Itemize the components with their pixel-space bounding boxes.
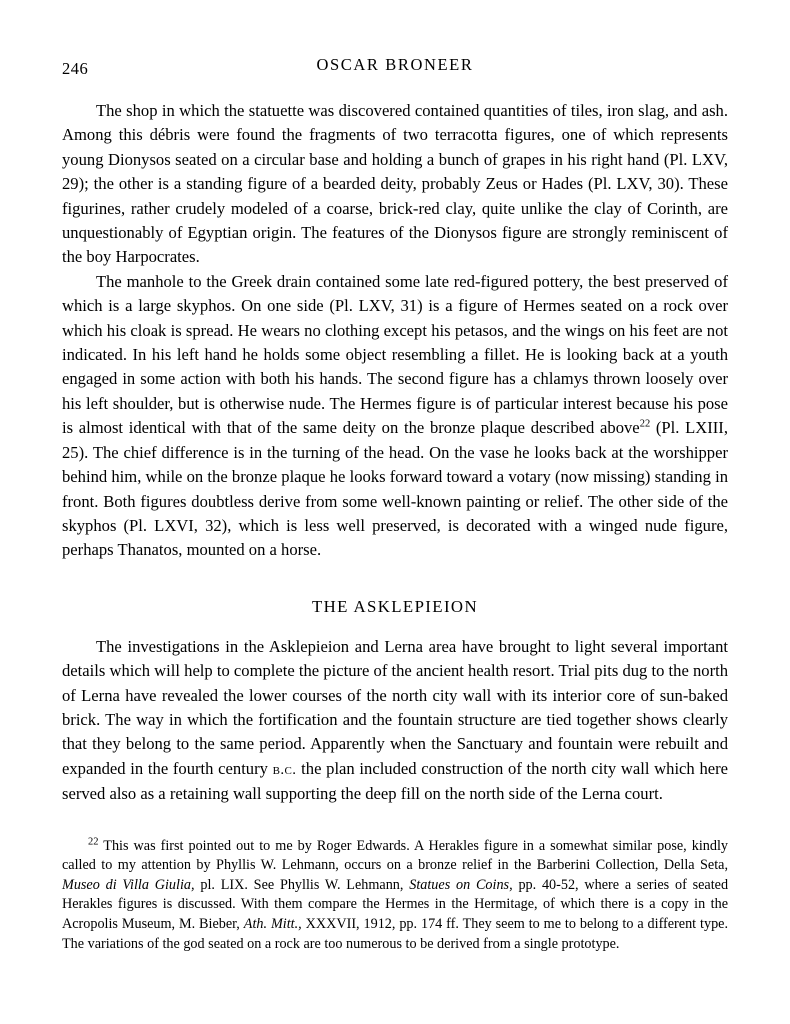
paragraph-2 xyxy=(62,270,728,563)
footnote-22 xyxy=(62,837,728,955)
paragraph-2-text: The manhole to the Greek drain contained some late red-figured pottery, the best preserved of which is a large skyphos. On one side (Pl. LXV, 31) is a figure of Hermes seated on a rock over which his cloak is spread. He wears no clothing except his petasos, and the wings on his feet are not indicated. In his left hand he holds some object resembling a fillet. He is looking back at a youth engaged in some action with both his hands. The second figure has a chlamys thrown loosely over his left shoulder, but is otherwise nude. The Hermes figure is of particular interest because his pose is almost identical with that of the same deity on the bronze plaque described above xyxy=(62,271,728,438)
footnote-part3: pp. 40-52, where a series of seated Herakles figures is discussed. With them compare the Hermes in the Hermitage, of which there is a copy in the Acropolis Museum, M. Bieber, xyxy=(62,876,729,932)
footnote-italic-2: Statues on Coins, xyxy=(409,876,513,893)
running-title: OSCAR BRONEER xyxy=(316,55,474,74)
section-heading: THE ASKLEPIEION xyxy=(312,596,478,616)
footnote-block xyxy=(62,837,728,955)
paragraph-1: The shop in which the statuette was discovered contained quantities of tiles, iron slag, and ash. Among this débris were found the fragments of two terracotta figures, one of which represents young Dionysos seated on a circular base and holding a bunch of grapes in his right hand (Pl. LXV, 29); the other is a standing figure of a bearded deity, probably Zeus or Hades (Pl. LXV, 30). These figurines, rather crudely modeled of a coarse, brick-red clay, quite unlike the clay of Corinth, are unquestionably of Egyptian origin. The features of the Dionysos figure are strongly reminiscent of the boy Harpocrates. xyxy=(62,101,728,267)
footnote-part1: This was first pointed out to me by Roger Edwards. A Herakles figure in a somewhat similar pose, kindly called to my attention by Phyllis W. Lehmann, occurs on a bronze relief in the Barberini Collection, Della Seta, xyxy=(62,837,728,874)
footnote-italic-3: Ath. Mitt., xyxy=(243,915,302,932)
footnote-marker: 22 xyxy=(88,835,99,847)
paragraph-3-part1: The investigations in the Asklepieion and Lerna area have brought to light several important details which will help to complete the picture of the ancient health resort. Trial pits dug to the north of Lerna have revealed the lower courses of the north city wall with its interior core of sun-baked brick. The way in which the fortification and the fountain structure are tied together shows clearly that they belong to the same period. Apparently when the Sanctuary and fountain were rebuilt and expanded in the fourth century xyxy=(62,636,728,778)
footnote-part2: pl. LIX. See Phyllis W. Lehmann, xyxy=(200,876,404,893)
page-header xyxy=(62,55,728,85)
footnote-reference: 22 xyxy=(639,418,651,430)
page-number: 246 xyxy=(62,59,89,78)
footnote-part4: XXXVII, 1912, pp. 174 ff. They seem to me to belong to a different type. The variations of the god seated on a rock are too numerous to be derived from a single prototype. xyxy=(62,915,729,952)
paragraph-3 xyxy=(62,635,728,807)
paragraph-3-part2: the plan included construction of the north city wall which here served also as a retaining wall supporting the deep fill on the north side of the Lerna court. xyxy=(62,758,728,804)
footnote-italic-1: Museo di Villa Giulia, xyxy=(62,876,195,893)
paragraph-2-continuation: (Pl. LXIII, 25). The chief difference is in the turning of the head. On the vase he looks back at the worshipper behind him, while on the bronze plaque he looks forward toward a votary (now missing) standing in front. Both figures doubtless derive from some well-known painting or relief. The other side of the skyphos (Pl. LXVI, 32), which is less well preserved, is decorated with a winged nude figure, perhaps Thanatos, mounted on a horse. xyxy=(62,418,728,560)
era-label: b.c. xyxy=(272,761,297,778)
